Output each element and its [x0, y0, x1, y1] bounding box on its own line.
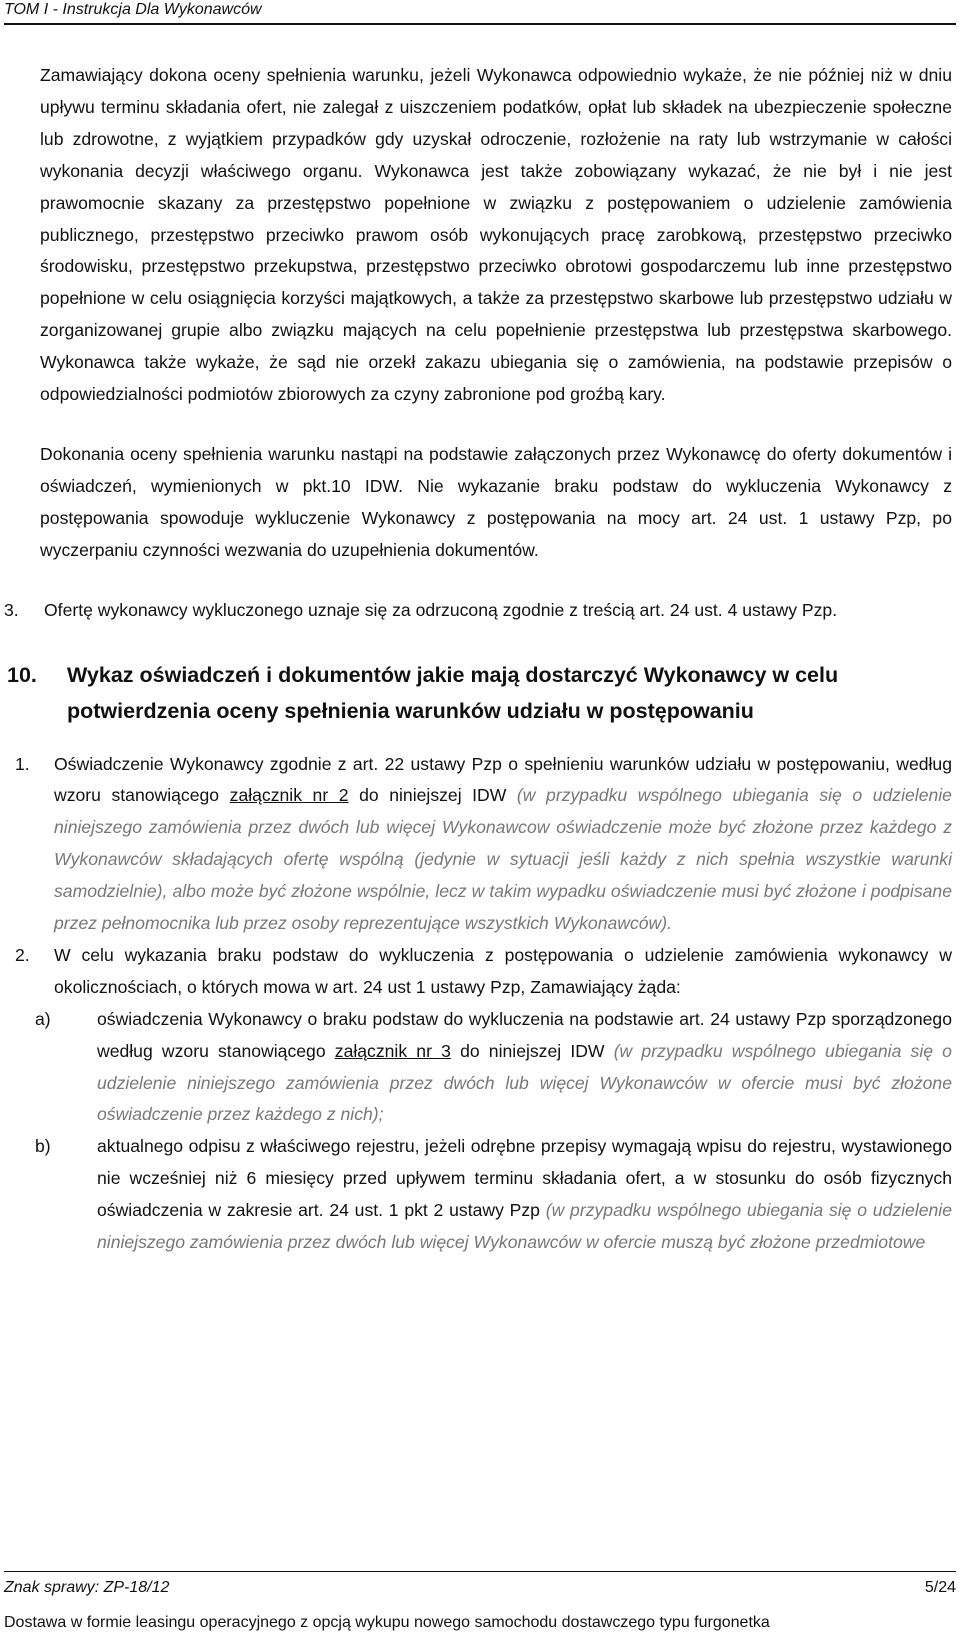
section-title: Wykaz oświadczeń i dokumentów jakie mają dostarczyć Wykonawcy w celu potwierdzenia oceny spełnienia warunków udziału w postępowaniu [67, 662, 839, 723]
page-number: 5/24 [924, 1579, 956, 1596]
document-body [4, 60, 952, 1259]
list-text: aktualnego odpisu z właściwego rejestru, jeżeli odrębne przepisy wymagają wpisu do rejestru, wystawionego nie wcześniej niż 6 miesięcy przed upływem terminu składania ofert, a w stosunku do osób fizycznych oświadczenia w zakresie art. 24 ust. 1 pkt 2 ustawy Pzp (w przypadku wspólnego ubiegania się o udzielenie niniejszego zamówienia przez dwóch lub więcej Wykonawców w ofercie muszą być złożone przedmiotowe [97, 1136, 952, 1253]
list-item-3 [4, 595, 952, 627]
list-number: 3. [4, 599, 19, 620]
note: (w przypadku wspólnego ubiegania się o udzielenie niniejszego zamówienia przez dwóch lub więcej Wykonawców w ofercie musi być złożone oświadczenie przez każdego z nich); [97, 1040, 952, 1125]
list-text: Oświadczenie Wykonawcy zgodnie z art. 22 ustawy Pzp o spełnieniu warunków udziału w postępowaniu, według wzoru stanowiącego załącznik nr 2 do niniejszej IDW (w przypadku wspólnego ubiegania się o udzielenie niniejszego zamówienia przez dwóch lub więcej Wykonawcow oświadczenie może być złożone przez każdego z Wykonawców składających ofertę wspólną (jedynie w sytuacji jeśli każdy z nich spełnia wszystkie warunki samodzielnie), albo może być złożone wspólnie, lecz w takim wypadku oświadczenie musi być złożone i podpisane przez pełnomocnika lub przez osoby reprezentujące wszystkich Wykonawców). [54, 753, 952, 934]
case-reference: Znak sprawy: ZP-18/12 [4, 1579, 170, 1596]
list-item [7, 940, 952, 1004]
footer-subject: Dostawa w formie leasingu operacyjnego z opcją wykupu nowego samochodu dostawczego typu furgonetka [4, 1614, 770, 1631]
list-item [7, 749, 952, 940]
document-title: TOM I - Instrukcja Dla Wykonawców [4, 1, 262, 18]
paragraph: Zamawiający dokona oceny spełnienia warunku, jeżeli Wykonawca odpowiednio wykaże, że nie później niż w dniu upływu terminu składania ofert, nie zalegał z uiszczeniem podatków, opłat lub składek na ubezpieczenie społeczne lub zdrowotne, z wyjątkiem przypadków gdy uzyskał odroczenie, rozłożenie na raty lub wstrzymanie w całości wykonania decyzji właściwego organu. Wykonawca jest także zobowiązany wykazać, że nie był i nie jest prawomocnie skazany za przestępstwo popełnione w związku z postępowaniem o udzielenie zamówienia publicznego, przestępstwo przeciwko prawom osób wykonujących pracę zarobkową, przestępstwo przeciwko środowisku, przestępstwo przekupstwa, przestępstwo przeciwko obrotowi gospodarczemu lub inne przestępstwo popełnione w celu osiągnięcia korzyści majątkowych, a także za przestępstwo skarbowe lub przestępstwo udziału w zorganizowanej grupie albo związku mających na celu popełnienie przestępstwa lub przestępstwa skarbowego. Wykonawca także wykaże, że sąd nie orzekł zakazu ubiegania się o zamówienia, na podstawie przepisów o odpowiedzialności podmiotów zbiorowych za czyny zabronione pod groźbą kary. [40, 65, 952, 405]
page-header [4, 0, 956, 20]
header-divider [4, 23, 956, 25]
sub-list-item [23, 1004, 952, 1132]
list-number: 1. [15, 753, 30, 774]
sub-list-letter: a) [35, 1008, 51, 1029]
attachment-link[interactable]: załącznik nr 3 [334, 1040, 451, 1061]
footer-divider [4, 1571, 956, 1572]
note: (w przypadku wspólnego ubiegania się o udzielenie niniejszego zamówienia przez dwóch lub więcej Wykonawców w ofercie muszą być złożone przedmiotowe [97, 1200, 952, 1253]
section-number: 10. [7, 662, 37, 687]
list-text: oświadczenia Wykonawcy o braku podstaw do wykluczenia na podstawie art. 24 ustawy Pzp sporządzonego według wzoru stanowiącego załącznik nr 3 do niniejszej IDW (w przypadku wspólnego ubiegania się o udzielenie niniejszego zamówienia przez dwóch lub więcej Wykonawców w ofercie musi być złożone oświadczenie przez każdego z nich); [97, 1008, 952, 1125]
note: (w przypadku wspólnego ubiegania się o udzielenie niniejszego zamówienia przez dwóch lub więcej Wykonawcow oświadczenie może być złożone przez każdego z Wykonawców składających ofertę wspólną (jedynie w sytuacji jeśli każdy z nich spełnia wszystkie warunki samodzielnie), albo może być złożone wspólnie, lecz w takim wypadku oświadczenie musi być złożone i podpisane przez pełnomocnika lub przez osoby reprezentujące wszystkich Wykonawców). [54, 785, 952, 934]
page-footer [4, 1578, 956, 1598]
sub-list-letter: b) [35, 1136, 51, 1157]
sub-list [23, 1004, 952, 1259]
list-text: W celu wykazania braku podstaw do wykluczenia z postępowania o udzielenie zamówienia wykonawcy w okolicznościach, o których mowa w art. 24 ust 1 ustawy Pzp, Zamawiający żąda: [54, 944, 952, 997]
sub-list-item [23, 1131, 952, 1259]
attachment-link[interactable]: załącznik nr 2 [229, 785, 349, 806]
list-text: Ofertę wykonawcy wykluczonego uznaje się za odrzuconą zgodnie z treścią art. 24 ust. 4 ustawy Pzp. [44, 599, 838, 620]
list-number: 2. [15, 944, 30, 965]
section-heading [7, 657, 952, 729]
paragraph: Dokonania oceny spełnienia warunku nastąpi na podstawie załączonych przez Wykonawcę do oferty dokumentów i oświadczeń, wymienionych w pkt.10 IDW. Nie wykazanie braku podstaw do wykluczenia Wykonawcy z postępowania spowoduje wykluczenie Wykonawcy z postępowania na mocy art. 24 ust. 1 ustawy Pzp, po wyczerpaniu czynności wezwania do uzupełnienia dokumentów. [40, 443, 952, 560]
requirements-list [7, 749, 952, 1260]
